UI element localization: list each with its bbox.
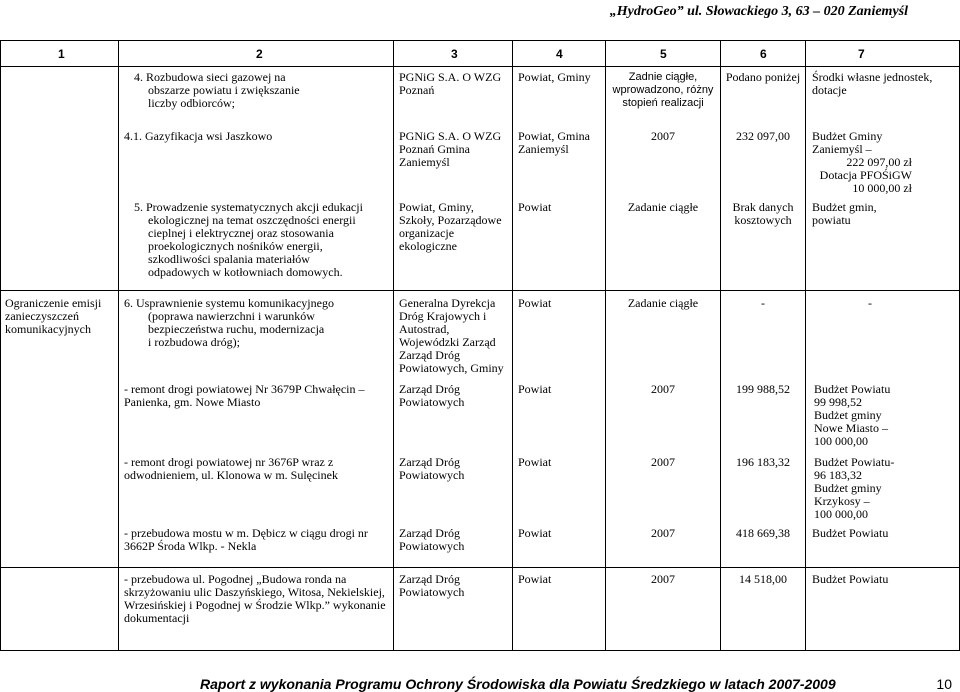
task-cell: - remont drogi powiatowej nr 3676P wraz z odwodnieniem, ul. Klonowa w m. Sulęcinek [124, 455, 338, 482]
partner-cell: Powiat [518, 200, 552, 214]
partner-cell: Powiat [518, 526, 552, 540]
term-cell: 2007 [651, 526, 675, 540]
term-cell: 2007 [651, 129, 675, 143]
partner-cell: Powiat [518, 382, 552, 396]
cost-cell: 199 988,52 [736, 382, 790, 396]
executor-cell: Powiat, Gminy, Szkoły, Pozarządowe organizacje ekologiczne [399, 200, 502, 253]
source-cell: - [868, 296, 872, 310]
document-header: „HydroGeo” ul. Słowackiego 3, 63 – 020 Zaniemyśl [609, 4, 908, 19]
term-cell: 2007 [651, 572, 675, 586]
source-cell: Budżet Powiatu [812, 572, 889, 586]
section-border [0, 290, 960, 291]
term-cell: Zadanie ciągłe [627, 200, 699, 214]
cost-cell: 232 097,00 [736, 129, 790, 143]
col-border-3 [512, 40, 513, 650]
table-top-border [0, 40, 960, 41]
executor-cell: PGNiG S.A. O WZG Poznań [399, 70, 502, 97]
task-cell: 6. Usprawnienie systemu komunikacyjnego (poprawa nawierzchni i warunków bezpieczeństwa ruchu, modernizacja i rozbudowa dróg); [124, 296, 334, 349]
column-number: 6 [760, 47, 767, 61]
column-number: 2 [256, 47, 263, 61]
source-cell: Budżet gmin, powiatu [812, 200, 877, 227]
source-cell: Budżet Powiatu [812, 526, 889, 540]
column-number: 4 [556, 47, 563, 61]
cost-cell: Brak danych kosztowych [732, 200, 794, 227]
term-cell: Zadanie ciągłe [627, 296, 699, 310]
col-border-5 [720, 40, 721, 650]
task-cell: - remont drogi powiatowej Nr 3679P Chwałęcin – Panienka, gm. Nowe Miasto [124, 382, 365, 409]
term-cell: 2007 [651, 382, 675, 396]
cost-cell: 196 183,32 [736, 455, 790, 469]
cost-cell: - [761, 296, 765, 310]
executor-cell: Zarząd Dróg Powiatowych [399, 526, 465, 553]
partner-cell: Powiat, Gminy [518, 70, 591, 84]
column-number: 5 [660, 47, 667, 61]
cost-cell: 14 518,00 [739, 572, 787, 586]
task-cell: 4. Rozbudowa sieci gazowej na obszarze powiatu i zwiększanie liczby odbiorców; [134, 70, 300, 110]
column-number-row-border [0, 66, 960, 67]
section-label: Ograniczenie emisji zanieczyszczeń komunikacyjnych [5, 296, 102, 336]
col-border-1 [118, 40, 119, 650]
column-number: 1 [58, 47, 65, 61]
row-border [0, 567, 960, 568]
column-number: 3 [451, 47, 458, 61]
source-cell: Budżet Powiatu 99 998,52 Budżet gminy Nowe Miasto – 100 000,00 [814, 382, 891, 448]
source-cell: Budżet Powiatu- 96 183,32 Budżet gminy Krzykosy – 100 000,00 [814, 455, 895, 521]
executor-cell: PGNiG S.A. O WZG Poznań Gmina Zaniemyśl [399, 129, 502, 169]
col-border-6 [805, 40, 806, 650]
source-cell: Środki własne jednostek, dotacje [812, 70, 933, 97]
task-cell: - przebudowa ul. Pogodnej „Budowa ronda na skrzyżowaniu ulic Daszyńskiego, Witosa, Nekielskiej, Wrzesińskiej i Pogodnej w Środzie Wlkp.” wykonanie dokumentacji [124, 572, 386, 625]
document-footer: Raport z wykonania Programu Ochrony Środowiska dla Powiatu Średzkiego w latach 2007-2009 [200, 676, 836, 692]
table-bottom-border [0, 650, 960, 651]
col-border-4 [605, 40, 606, 650]
executor-cell: Zarząd Dróg Powiatowych [399, 455, 465, 482]
cost-cell: 418 669,38 [736, 526, 790, 540]
partner-cell: Powiat [518, 572, 552, 586]
col-border-2 [393, 40, 394, 650]
cost-cell: Podano poniżej [725, 70, 801, 84]
task-cell: 4.1. Gazyfikacja wsi Jaszkowo [124, 129, 273, 143]
task-cell: 5. Prowadzenie systematycznych akcji edukacji ekologicznej na temat oszczędności energii cieplnej i elektrycznej oraz stosowania proekologicznych nośników energii, szkodliwości spalania materiałów odpadowych w kotłowniach domowych. [134, 200, 363, 279]
term-cell: Zadnie ciągłe, wprowadzono, różny stopień realizacji [612, 71, 714, 109]
col-border-left [0, 40, 1, 650]
page-number: 10 [936, 676, 952, 692]
task-cell: - przebudowa mostu w m. Dębicz w ciągu drogi nr 3662P Środa Wlkp. - Nekla [124, 526, 368, 553]
term-cell: 2007 [651, 455, 675, 469]
partner-cell: Powiat [518, 296, 552, 310]
executor-cell: Zarząd Dróg Powiatowych [399, 572, 465, 599]
executor-cell: Zarząd Dróg Powiatowych [399, 382, 465, 409]
executor-cell: Generalna Dyrekcja Dróg Krajowych i Autostrad, Wojewódzki Zarząd Zarząd Dróg Powiatowych, Gminy [399, 296, 504, 375]
source-cell: Budżet Gminy Zaniemyśl – 222 097,00 zł Dotacja PFOŚiGW 10 000,00 zł [812, 129, 912, 195]
column-number: 7 [858, 47, 865, 61]
partner-cell: Powiat, Gmina Zaniemyśl [518, 129, 590, 156]
partner-cell: Powiat [518, 455, 552, 469]
